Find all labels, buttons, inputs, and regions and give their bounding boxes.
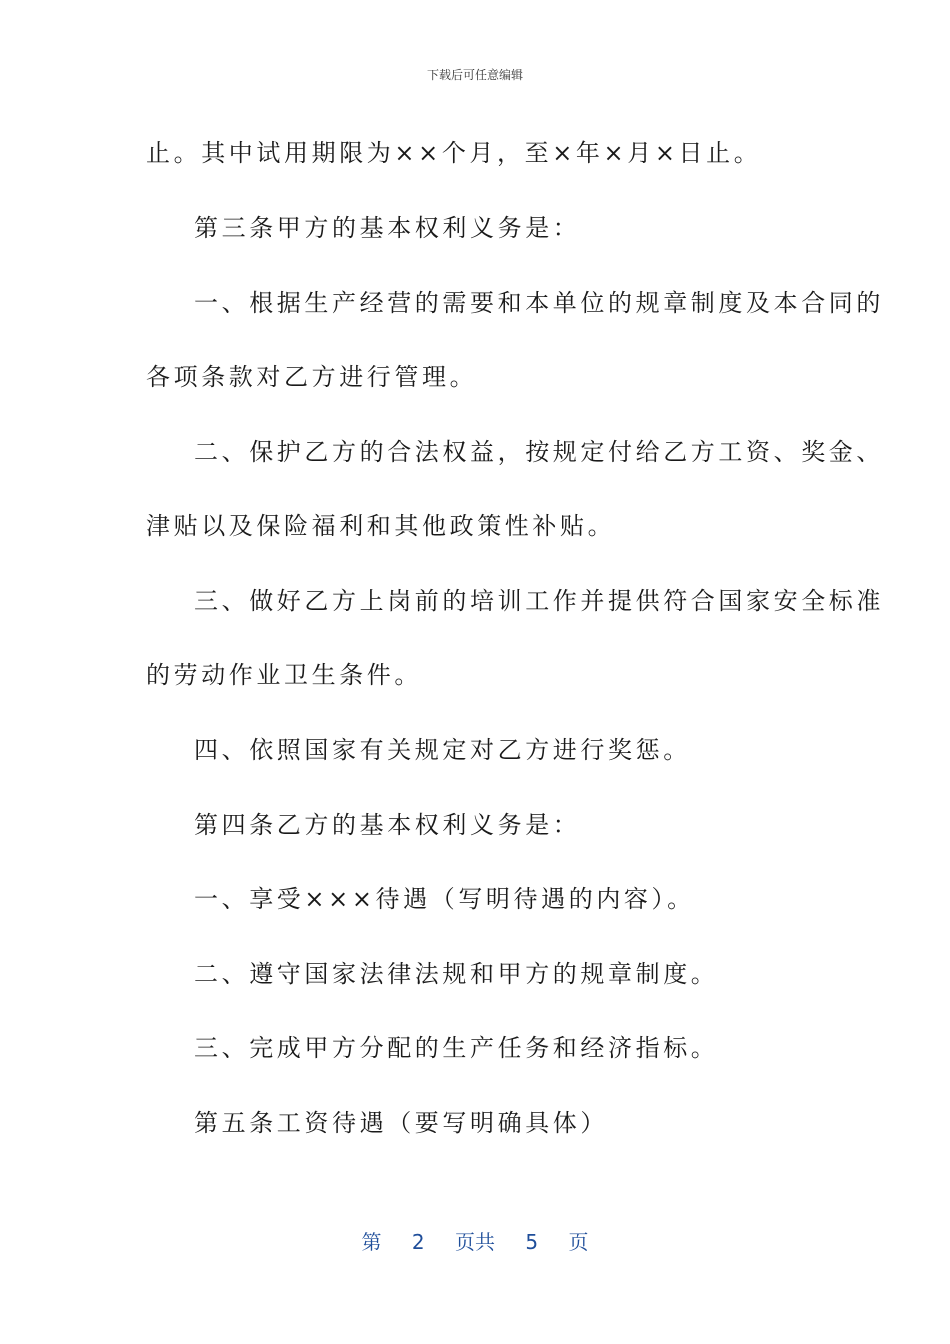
body-line-9: 四、依照国家有关规定对乙方进行奖惩。 bbox=[194, 736, 691, 764]
page-mid: 页共 bbox=[455, 1230, 495, 1254]
body-line-2: 第三条甲方的基本权利义务是： bbox=[194, 214, 581, 242]
total-pages-number: 5 bbox=[525, 1230, 539, 1254]
body-line-4: 各项条款对乙方进行管理。 bbox=[146, 363, 478, 391]
body-line-8: 的劳动作业卫生条件。 bbox=[146, 661, 422, 689]
body-line-7: 三、做好乙方上岗前的培训工作并提供符合国家安全标准 bbox=[194, 587, 884, 615]
page-number-footer bbox=[0, 1226, 950, 1255]
page-header-note: 下载后可任意编辑 bbox=[426, 68, 523, 82]
body-line-13: 三、完成甲方分配的生产任务和经济指标。 bbox=[194, 1034, 719, 1062]
page-prefix: 第 bbox=[361, 1230, 382, 1254]
body-line-5: 二、保护乙方的合法权益，按规定付给乙方工资、奖金、 bbox=[194, 438, 884, 466]
body-line-12: 二、遵守国家法律法规和甲方的规章制度。 bbox=[194, 960, 719, 988]
body-line-1: 止。其中试用期限为××个月，至×年×月×日止。 bbox=[146, 139, 762, 167]
current-page-number: 2 bbox=[411, 1230, 425, 1254]
body-line-3: 一、根据生产经营的需要和本单位的规章制度及本合同的 bbox=[194, 289, 884, 317]
body-line-10: 第四条乙方的基本权利义务是： bbox=[194, 811, 581, 839]
body-line-11: 一、享受×××待遇（写明待遇的内容）。 bbox=[194, 885, 695, 913]
page-suffix: 页 bbox=[568, 1230, 589, 1254]
body-line-14: 第五条工资待遇（要写明确具体） bbox=[194, 1109, 608, 1137]
body-line-6: 津贴以及保险福利和其他政策性补贴。 bbox=[146, 512, 616, 540]
